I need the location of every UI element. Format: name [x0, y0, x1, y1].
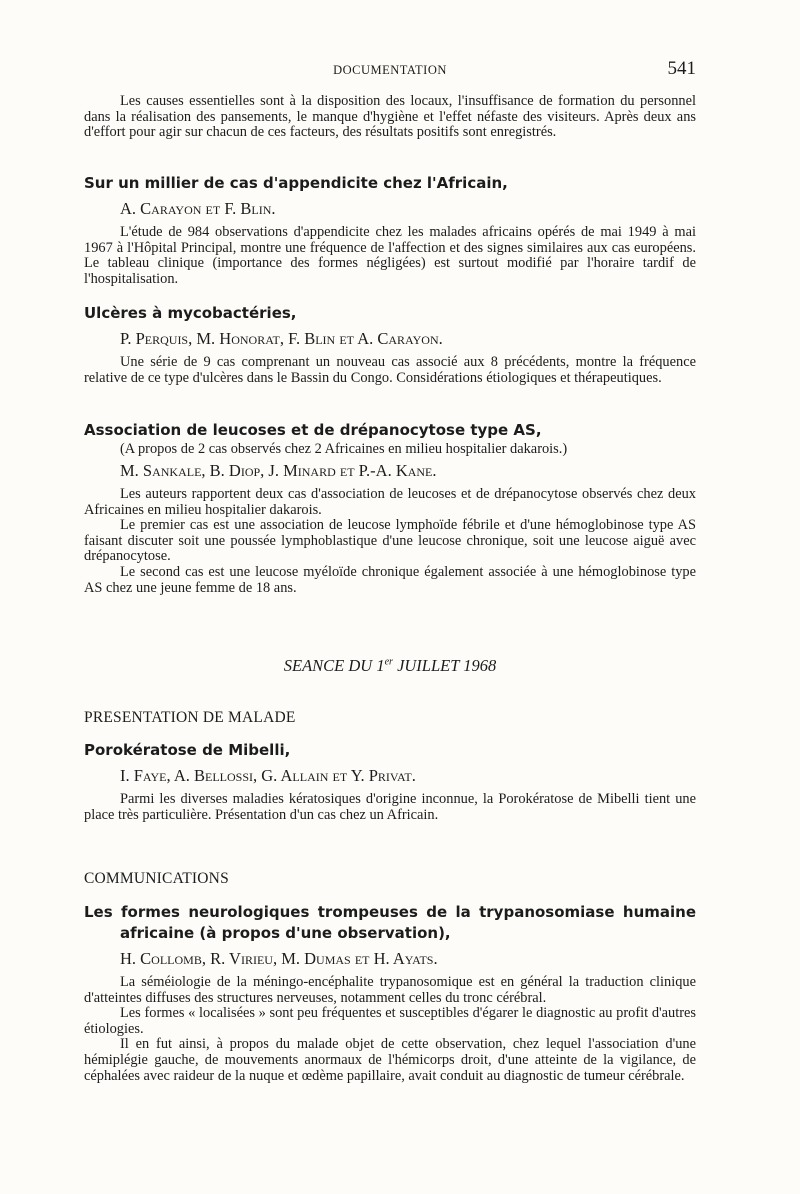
running-title: DOCUMENTATION: [333, 63, 447, 77]
article-title: Porokératose de Mibelli,: [84, 741, 291, 759]
page-number: 541: [667, 58, 696, 79]
article-paragraph: Le premier cas est une association de leucose lymphoïde fébrile et d'une hémoglobinose type AS faisant discuter soit une poussée lymphoblastique d'une leucose chronique, soit une leucose aiguë avec drépanocytose.: [84, 517, 696, 565]
seance-prefix: SEANCE DU 1: [283, 656, 385, 675]
article-authors: P. Perquis, M. Honorat, F. Blin et A. Carayon.: [120, 329, 443, 348]
article-authors: I. Faye, A. Bellossi, G. Allain et Y. Privat.: [120, 766, 416, 785]
running-head: [84, 60, 696, 82]
article-paragraph: Parmi les diverses maladies kératosiques d'origine inconnue, la Porokératose de Mibelli tient une place très particulière. Présentation d'un cas chez un Africain.: [84, 791, 696, 823]
section-communications: COMMUNICATIONS: [84, 870, 229, 887]
article-paragraph: L'étude de 984 observations d'appendicite chez les malades africains opérés de mai 1949 à mai 1967 à l'Hôpital Principal, montre une fréquence de l'affection et des signes similaires aux cas européens. Le tableau clinique (importance des formes négligées) est surtout modifié par l'horaire tardif de l'hospitalisation.: [84, 224, 696, 287]
article-paragraph: Une série de 9 cas comprenant un nouveau cas associé aux 8 précédents, montre la fréquence relative de ce type d'ulcères dans le Bassin du Congo. Considérations étiologiques et thérapeutiques.: [84, 354, 696, 386]
intro-block: [84, 94, 696, 141]
article-appendicite: [84, 173, 696, 287]
article-paragraph: Les auteurs rapportent deux cas d'association de leucoses et de drépanocytose observés chez deux Africaines en milieu hospitalier dakarois.: [84, 486, 696, 518]
article-leucoses: [84, 420, 696, 596]
article-title: Association de leucoses et de drépanocytose type AS,: [84, 421, 542, 439]
article-ulceres: [84, 303, 696, 386]
section-presentation: PRESENTATION DE MALADE: [84, 709, 296, 726]
article-paragraph: La séméiologie de la méningo-encéphalite trypanosomique est en général la traduction clinique d'atteintes diffuses des structures nerveuses, notamment celles du tronc cérébral.: [84, 974, 696, 1006]
article-title-line2: africaine (à propos d'une observation),: [120, 924, 451, 942]
seance-sup: er: [384, 656, 393, 668]
article-porokeratose: [84, 740, 696, 823]
article-title: Ulcères à mycobactéries,: [84, 304, 297, 322]
article-trypanosomiase: [84, 902, 696, 1084]
seance-suffix: JUILLET 1968: [392, 656, 497, 675]
article-title: Sur un millier de cas d'appendicite chez l'Africain,: [84, 174, 508, 192]
article-paragraph: Il en fut ainsi, à propos du malade objet de cette observation, chez lequel l'association d'une hémiplégie gauche, de mouvements anormaux de l'hémicorps droit, d'une atteinte de la vigilance, de céphalées avec raideur de la nuque et œdème papillaire, avait conduit au diagnostic de tumeur cérébrale.: [84, 1036, 696, 1084]
seance-heading: [84, 656, 696, 676]
article-authors: H. Collomb, R. Virieu, M. Dumas et H. Ayats.: [120, 949, 438, 968]
intro-paragraph: Les causes essentielles sont à la disposition des locaux, l'insuffisance de formation du personnel dans la réalisation des pansements, le manque d'hygiène et l'effet néfaste des visiteurs. Après deux ans d'effort pour agir sur chacun de ces facteurs, des résultats positifs sont enregistrés.: [84, 93, 696, 141]
article-note: (A propos de 2 cas observés chez 2 Africaines en milieu hospitalier dakarois.): [120, 441, 568, 457]
article-paragraph: Les formes « localisées » sont peu fréquentes et susceptibles d'égarer le diagnostic au profit d'autres étiologies.: [84, 1005, 696, 1037]
article-authors: A. Carayon et F. Blin.: [120, 199, 276, 218]
article-paragraph: Le second cas est une leucose myéloïde chronique également associée à une hémoglobinose type AS chez une jeune femme de 18 ans.: [84, 563, 696, 596]
article-title-line1: Les formes neurologiques trompeuses de la trypanosomiase humaine: [84, 903, 696, 921]
article-authors: M. Sankale, B. Diop, J. Minard et P.-A. Kane.: [120, 461, 437, 480]
